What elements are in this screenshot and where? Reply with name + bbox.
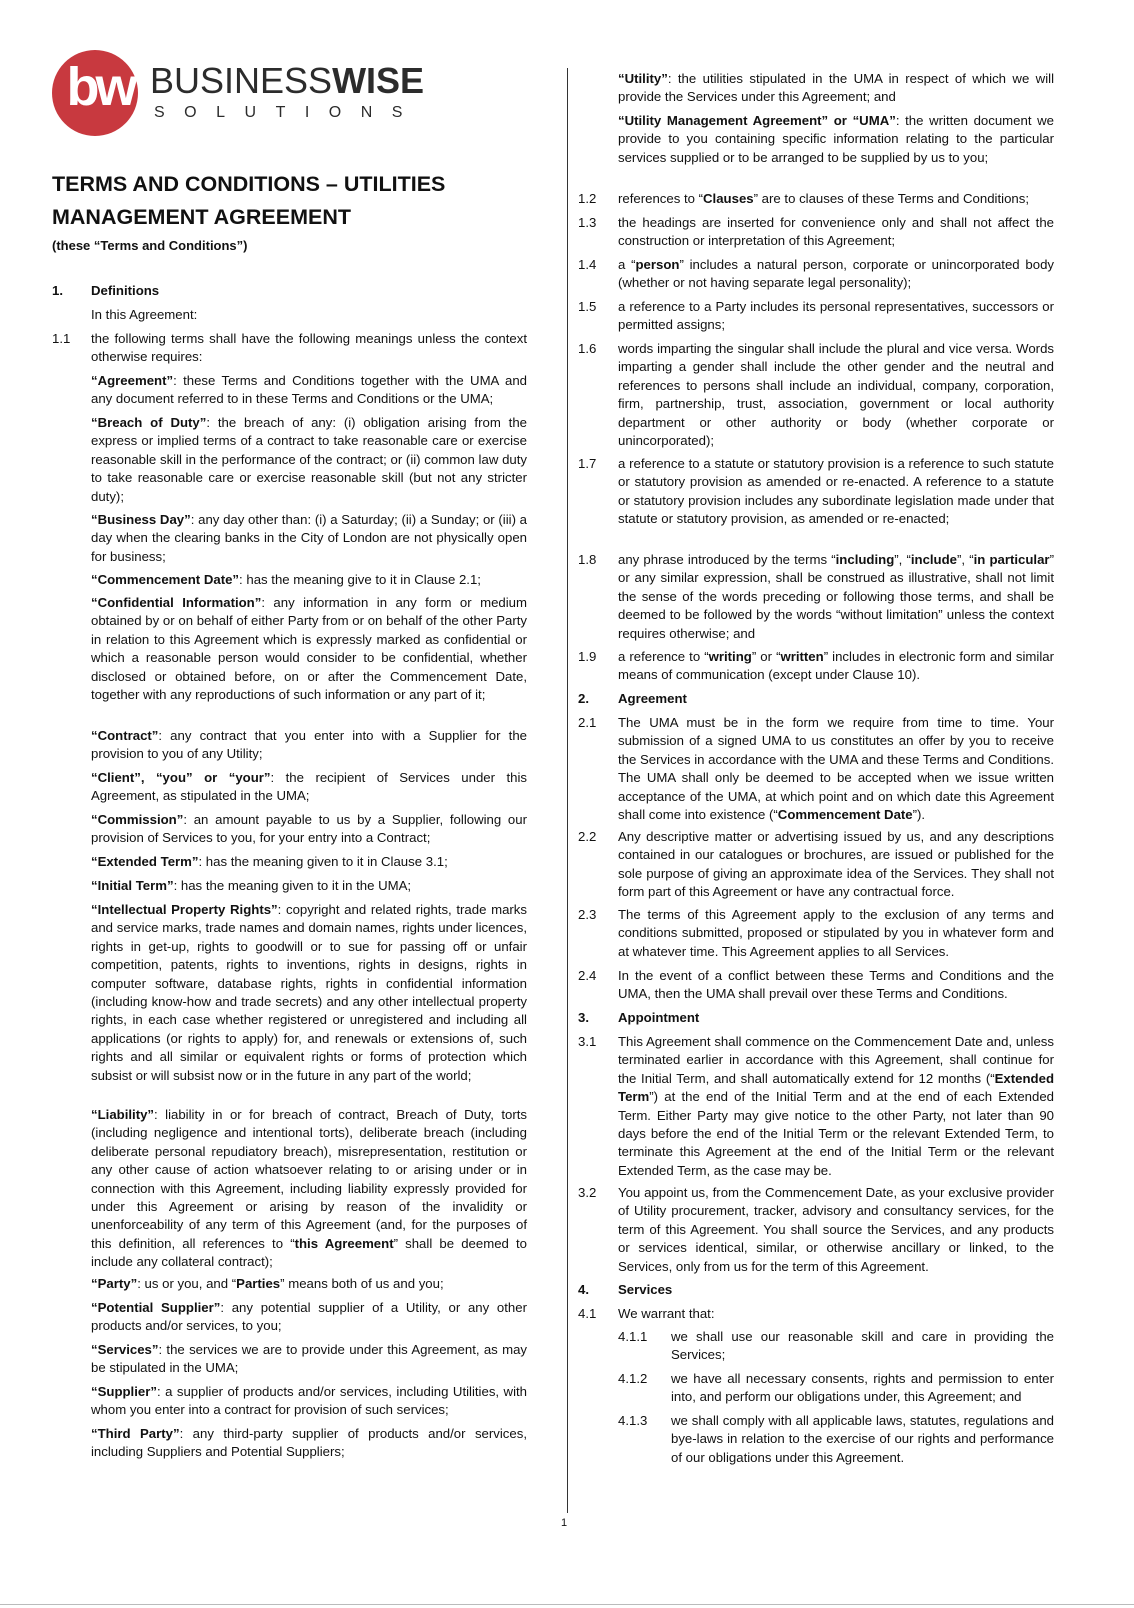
definition-business-day bbox=[91, 511, 527, 566]
definition-text: : copyright and related rights, trade marks and service marks, trade names and domain names, rights under licences, rights in get-up, rights to goodwill or to sue for passing off or unfair competition, patents, rights to inventions, rights in designs, rights in computer software, database rights, rights in confidential information (including know-how and trade secrets) and any other intellectual property rights, in each case whether registered or unregistered and including all applications (or rights to apply) for, and renewals or extensions of, such rights and all similar or equivalent rights or forms of protection which subsist or will subsist now or in the future in any part of the world; bbox=[91, 902, 527, 1083]
section-3-heading: Appointment bbox=[618, 1010, 700, 1025]
definition-services bbox=[91, 1341, 527, 1378]
definition-text: : any information in any form or medium obtained by or on behalf of either Party from or on behalf of the other Party in relation to this Agreement which is expressly marked as confidential or which a reasonable person would consider to be confidential, whether disclosed or obtained before, on or after the Commencement Date, together with any reproductions of such information or any part of it; bbox=[91, 595, 527, 703]
definition-term: “Supplier” bbox=[91, 1384, 157, 1399]
definition-term: “Contract” bbox=[91, 728, 159, 743]
definition-term: “Commission” bbox=[91, 812, 184, 827]
definition-term: “Confidential Information” bbox=[91, 595, 262, 610]
section-1-intro: In this Agreement: bbox=[91, 307, 198, 322]
clause-1-9-number: 1.9 bbox=[578, 649, 597, 664]
definition-text-end: ” shall be deemed to include any collateral contract); bbox=[91, 1235, 528, 1270]
definition-term: “Client”, “you” or “your” bbox=[91, 770, 271, 785]
clause-1-1-number: 1.1 bbox=[52, 331, 71, 346]
title-line-1: TERMS AND CONDITIONS – UTILITIES bbox=[52, 172, 446, 196]
logo-name bbox=[150, 62, 424, 100]
definition-text: : any contract that you enter into with a Supplier for the provision to you of any Utility; bbox=[91, 728, 527, 762]
definition-commencement-date bbox=[91, 571, 527, 589]
clause-2-1-text: The UMA must be in the form we require from time to time. Your submission of a signed UMA to us constitutes an offer by you to receive the Services in accordance with the UMA and these Terms and Conditions. The UMA shall only be deemed to be accepted when we issue written acceptance of the UMA, at which point and on which date this Agreement shall come into existence (“Commencement Date”). bbox=[618, 715, 1054, 823]
clause-1-9-text: a reference to “writing” or “written” includes in electronic form and similar means of communication (except under Clause 10). bbox=[618, 649, 1054, 683]
definition-bold-term: this Agreement bbox=[294, 1235, 394, 1251]
clause-4-1-3-text: we shall comply with all applicable laws, statutes, regulations and bye-laws in relation to the exercise of our rights and performance of our obligations under this Agreement. bbox=[671, 1413, 1054, 1465]
clause-3-1-text: This Agreement shall commence on the Commencement Date and, unless terminated earlier in accordance with this Agreement, shall continue for the Initial Term, and shall automatically extend for 12 months (“Extended Term”) at the end of the Initial Term and at the end of each Extended Term. Either Party may give notice to the other Party, not later than 90 days before the end of the Initial Term or the relevant Extended Term, to terminate this Agreement at the end of the Initial Term or the relevant Extended Term, as the case may be. bbox=[618, 1034, 1054, 1178]
definition-text: : any day other than: (i) a Saturday; (ii) a Sunday; or (iii) a day when the clearing banks in the City of London are not physically open for business; bbox=[91, 512, 528, 564]
document-title bbox=[52, 168, 532, 234]
definition-term: “Agreement” bbox=[91, 373, 174, 388]
definition-breach-of-duty bbox=[91, 414, 527, 506]
section-4-heading: Services bbox=[618, 1282, 673, 1297]
clause-2-3-number: 2.3 bbox=[578, 907, 597, 922]
section-3-number: 3. bbox=[578, 1010, 589, 1025]
definition-bold-term: Parties bbox=[236, 1276, 281, 1291]
clause-2-4-text: In the event of a conflict between these Terms and Conditions and the UMA, then the UMA shall prevail over these Terms and Conditions. bbox=[618, 968, 1054, 1002]
definition-text: : has the meaning given to it in the UMA; bbox=[173, 878, 412, 893]
definition-term: “Intellectual Property Rights” bbox=[91, 902, 278, 917]
section-2-heading: Agreement bbox=[618, 691, 687, 706]
definition-term: “Commencement Date” bbox=[91, 572, 240, 587]
definition-utility bbox=[618, 70, 1054, 107]
definition-agreement bbox=[91, 372, 527, 409]
definition-text: : these Terms and Conditions together with the UMA and any document referred to in these Terms and Conditions or the UMA; bbox=[91, 373, 527, 407]
definition-intellectual-property-rights bbox=[91, 901, 527, 1085]
clause-4-1-1-number: 4.1.1 bbox=[618, 1329, 648, 1344]
definition-potential-supplier bbox=[91, 1299, 527, 1336]
logo-name-bold: WISE bbox=[332, 60, 425, 101]
definition-text: : any third-party supplier of products and/or services, including Suppliers and Potential Suppliers; bbox=[91, 1426, 527, 1460]
definition-text: : liability in or for breach of contract, Breach of Duty, torts (including negligence and intentional torts), deliberate breach (including deliberate personal repudiatory breach), misrepresentation, restitution or any other cause of action whatsoever relating to or arising under or in connection with this Agreement, including liability expressly provided for under this Agreement or arising by reason of the invalidity or unenforceability of any term of this Agreement (and, for the purposes of this definition, all references to “ bbox=[91, 1107, 527, 1251]
clause-4-1-text: We warrant that: bbox=[618, 1306, 715, 1321]
definition-term: “Initial Term” bbox=[91, 878, 174, 893]
clause-1-6-number: 1.6 bbox=[578, 341, 597, 356]
definition-term: “Utility” bbox=[618, 71, 668, 86]
clause-1-3-text: the headings are inserted for convenience only and shall not affect the construction or interpretation of this Agreement; bbox=[618, 215, 1054, 249]
definition-text: : has the meaning given to it in Clause 3.1; bbox=[198, 854, 448, 869]
logo-tagline: SOLUTIONS bbox=[154, 104, 422, 121]
clause-4-1-number: 4.1 bbox=[578, 1306, 597, 1321]
clause-1-2-text: references to “Clauses” are to clauses of these Terms and Conditions; bbox=[618, 191, 1029, 206]
section-1-number: 1. bbox=[52, 283, 63, 298]
definition-contract bbox=[91, 727, 527, 764]
column-divider bbox=[567, 68, 568, 1513]
definition-extended-term bbox=[91, 853, 527, 871]
section-2-number: 2. bbox=[578, 691, 589, 706]
definition-text: : the recipient of Services under this Agreement, as stipulated in the UMA; bbox=[91, 770, 527, 804]
clause-4-1-3-number: 4.1.3 bbox=[618, 1413, 648, 1428]
definition-term: “Extended Term” bbox=[91, 854, 199, 869]
document-subtitle: (these “Terms and Conditions”) bbox=[52, 238, 248, 253]
clause-1-2-number: 1.2 bbox=[578, 191, 597, 206]
definition-text: : the services we are to provide under this Agreement, as may be stipulated in the UMA; bbox=[91, 1342, 527, 1376]
clause-1-5-text: a reference to a Party includes its personal representatives, successors or permitted assigns; bbox=[618, 299, 1054, 333]
clause-1-4-text: a “person” includes a natural person, corporate or unincorporated body (whether or not having separate legal personality); bbox=[618, 257, 1055, 291]
clause-1-7-text: a reference to a statute or statutory provision is a reference to such statute or statutory provision as amended or re-enacted. A reference to a statute or statutory provision includes any subordinate legislation made under that statute or statutory provision, as amended or re-enacted; bbox=[618, 456, 1054, 527]
definition-text: : the written document we provide to you containing specific information relating to the particular services supplied or to be arranged to be supplied by us to you; bbox=[618, 113, 1054, 165]
clause-1-6-text: words imparting the singular shall include the plural and vice versa. Words imparting a gender shall include the other gender and the neutral and references to persons shall include an individual, company, corporation, firm, partnership, trust, association, government or local authority department or other authority or body (whether corporate or unincorporated); bbox=[618, 341, 1054, 449]
page-bottom-edge bbox=[0, 1604, 1134, 1605]
definition-text: : has the meaning give to it in Clause 2.1; bbox=[239, 572, 481, 587]
definition-text: : a supplier of products and/or services, including Utilities, with whom you enter into a contract for provision of such services; bbox=[91, 1384, 527, 1418]
clause-3-1-number: 3.1 bbox=[578, 1034, 597, 1049]
definition-text: : the breach of any: (i) obligation arising from the express or implied terms of a contract to take reasonable care or exercise reasonable skill in the performance of the contract; or (ii) common law duty to take reasonable care or exercise reasonable skill (but not any stricter duty); bbox=[91, 415, 527, 504]
logo-mark: bw bbox=[66, 57, 134, 117]
definition-supplier bbox=[91, 1383, 527, 1420]
definition-term: “Business Day” bbox=[91, 512, 191, 527]
definition-text: : the utilities stipulated in the UMA in respect of which we will provide the Services under this Agreement; and bbox=[618, 71, 1054, 105]
clause-1-4-number: 1.4 bbox=[578, 257, 597, 272]
clause-1-7-number: 1.7 bbox=[578, 456, 597, 471]
definition-term: “Breach of Duty” bbox=[91, 415, 207, 430]
clause-2-2-text: Any descriptive matter or advertising issued by us, and any descriptions contained in our catalogues or brochures, are issued or published for the sole purpose of giving an approximate idea of the Services. They shall not form part of this Agreement or have any contractual force. bbox=[618, 829, 1054, 900]
clause-2-4-number: 2.4 bbox=[578, 968, 597, 983]
definition-term: “Utility Management Agreement” or “UMA” bbox=[618, 113, 896, 128]
clause-2-1-number: 2.1 bbox=[578, 715, 597, 730]
clause-2-3-text: The terms of this Agreement apply to the exclusion of any terms and conditions submitted, proposed or stipulated by you in whatever form and at whatever time. This Agreement applies to all Services. bbox=[618, 907, 1054, 959]
company-logo bbox=[50, 48, 425, 138]
definition-term: “Potential Supplier” bbox=[91, 1300, 221, 1315]
clause-4-1-2-text: we have all necessary consents, rights and permission to enter into, and perform our obligations under, this Agreement; and bbox=[671, 1371, 1054, 1405]
definition-text-end: ” means both of us and you; bbox=[280, 1276, 444, 1291]
definition-uma bbox=[618, 112, 1054, 167]
definition-party bbox=[91, 1275, 527, 1293]
clause-3-2-number: 3.2 bbox=[578, 1185, 597, 1200]
definition-client bbox=[91, 769, 527, 806]
definition-term: “Party” bbox=[91, 1276, 138, 1291]
definition-text: : us or you, and “ bbox=[137, 1276, 237, 1291]
definition-third-party bbox=[91, 1425, 527, 1462]
clause-1-8-number: 1.8 bbox=[578, 552, 597, 567]
clause-4-1-2-number: 4.1.2 bbox=[618, 1371, 648, 1386]
clause-3-2-text: You appoint us, from the Commencement Date, as your exclusive provider of Utility procurement, tracker, advisory and consultancy services, for the term of this Agreement. You shall source the Services, and any products or services identical, similar, or otherwise ancillary or linked, to the Services, only from us for the term of this Agreement. bbox=[618, 1185, 1054, 1274]
section-1-heading: Definitions bbox=[91, 283, 160, 298]
definition-confidential-information bbox=[91, 594, 527, 704]
definition-liability bbox=[91, 1106, 527, 1272]
clause-1-3-number: 1.3 bbox=[578, 215, 597, 230]
definition-commission bbox=[91, 811, 527, 848]
clause-1-1-text: the following terms shall have the following meanings unless the context otherwise requires: bbox=[91, 331, 527, 365]
clause-1-5-number: 1.5 bbox=[578, 299, 597, 314]
clause-2-2-number: 2.2 bbox=[578, 829, 597, 844]
page-number: 1 bbox=[561, 1517, 568, 1529]
definition-initial-term bbox=[91, 877, 527, 895]
definition-text: : an amount payable to us by a Supplier, following our provision of Services to you, for your entry into a Contract; bbox=[91, 812, 527, 846]
clause-4-1-1-text: we shall use our reasonable skill and care in providing the Services; bbox=[671, 1329, 1054, 1363]
definition-term: “Liability” bbox=[91, 1107, 155, 1122]
section-4-number: 4. bbox=[578, 1282, 589, 1297]
definition-term: “Services” bbox=[91, 1342, 159, 1357]
title-line-2: MANAGEMENT AGREEMENT bbox=[52, 205, 352, 229]
clause-1-8-text: any phrase introduced by the terms “including”, “include”, “in particular” or any similar expression, shall be construed as illustrative, shall not limit the sense of the words preceding or following those terms, and shall be deemed to be followed by the words “without limitation” unless the context requires otherwise; and bbox=[618, 552, 1054, 641]
definition-text: : any potential supplier of a Utility, or any other products and/or services, to you; bbox=[91, 1300, 527, 1334]
definition-term: “Third Party” bbox=[91, 1426, 180, 1441]
logo-name-light: BUSINESS bbox=[150, 60, 333, 101]
